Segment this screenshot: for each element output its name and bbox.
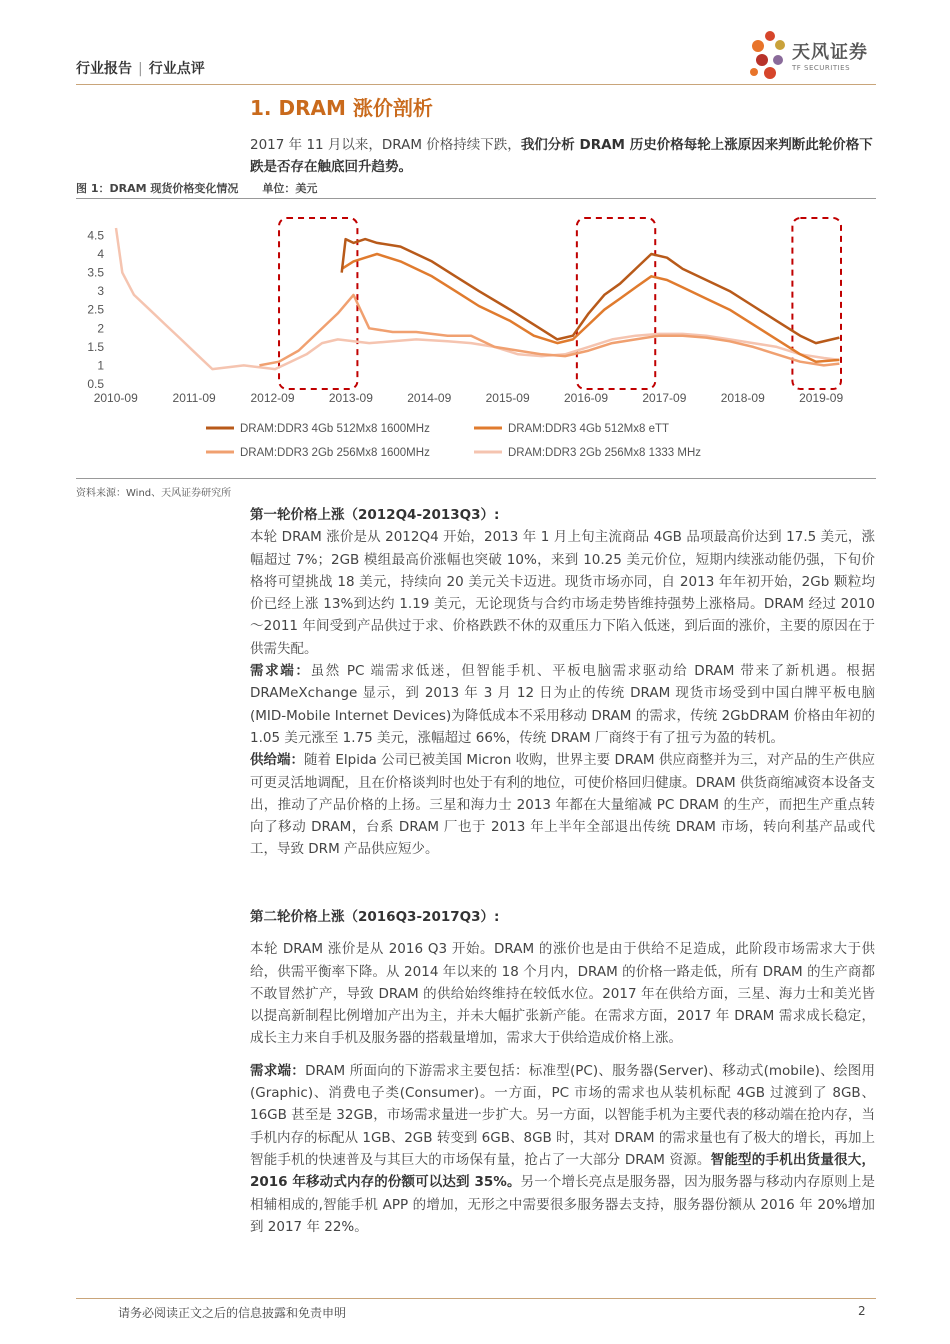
round2-paragraph: 本轮 DRAM 涨价是从 2016 Q3 开始。DRAM 的涨价也是由于供给不足造成，此阶段市场需求大于供给，供需平衡率下降。从 2014 年以来的 18 个月内，DRAM 的价格一路走低，所有 DRAM 的生产商都不敢冒然扩产，导致 DRAM 的供给始终维持在较低水位。2017 年在供给方面，三星、海力士和美光皆以提高新制程比例增加产出为主，并未大幅扩张新产能。在需求方面，2017 年 DRAM 需求成长稳定，成长主力来自手机及服务器的搭载量增加，需求大于供给造成价格上涨。	[250, 941, 875, 1047]
round1-supply-label: 供给端：	[250, 752, 305, 769]
round1-section	[250, 504, 875, 861]
dram-price-chart	[76, 200, 876, 476]
y-tick-label: 0.5	[87, 377, 104, 391]
x-tick-label: 2011-09	[172, 391, 216, 405]
y-axis-ticks	[87, 228, 104, 391]
y-tick-label: 2	[97, 321, 104, 336]
y-tick-label: 1	[97, 358, 104, 373]
legend-label: DRAM:DDR3 4Gb 512Mx8 eTT	[508, 423, 670, 435]
round2-title: 第二轮价格上涨（2016Q3-2017Q3）:	[250, 909, 500, 925]
x-tick-label: 2015-09	[485, 391, 530, 405]
page-number: 2	[858, 1304, 866, 1318]
round1-demand-label: 需求端：	[250, 663, 311, 680]
intro-paragraph	[250, 134, 875, 178]
figure-unit: 单位：美元	[262, 182, 318, 195]
logo-subtitle: TF SECURITIES	[792, 64, 851, 72]
header-separator: |	[138, 61, 143, 77]
x-tick-label: 2012-09	[250, 391, 295, 405]
y-tick-label: 2.5	[87, 302, 104, 317]
round2-demand-text: DRAM 所面向的下游需求主要包括：标准型(PC)、服务器(Server)、移动式(mobile)、绘图用(Graphic)、消费电子类(Consumer)。一方面，PC 市场的需求也从装机标配 4GB 过渡到了 8GB、16GB 甚至是 32GB，市场需求量进一步扩大。另一方面，以智能手机为主要代表的移动端在抢内存，当手机内存的标配从 1GB、2GB 转变到 6GB、8GB 时，其对 DRAM 的需求量也有了极大的增长，再加上智能手机的快速普及与其巨大的市场保有量，抢占了一大部分 DRAM 资源。	[250, 1062, 875, 1168]
round2-demand	[250, 1060, 875, 1238]
x-tick-label: 2014-09	[407, 391, 452, 405]
chart-legend	[206, 423, 701, 459]
category: 行业报告	[76, 61, 132, 77]
round2-demand-tail: 另一个增长亮点是服务器，因为服务器与移动内存原则上是相辅相成的,智能手机 APP 的增加，无形之中需要很多服务器去支持，服务器份额从 2016 年 20%增加到 2017 年 22%。	[250, 1174, 876, 1235]
round2-demand-bold: 智能型的手机出货量很大，2016 年移动式内存的份额可以达到 35%。	[250, 1151, 876, 1191]
logo-name: 天风证券	[792, 42, 868, 63]
series-lines	[116, 228, 839, 369]
intro-bold: 我们分析 DRAM 历史价格每轮上涨原因来判断此轮价格下跌是否存在触底回升趋势。	[250, 137, 873, 175]
y-tick-label: 4	[97, 247, 104, 261]
round2-section	[250, 906, 875, 1238]
y-tick-label: 3	[97, 284, 104, 299]
section-title: 1. DRAM 涨价剖析	[250, 96, 433, 120]
figure-caption	[76, 180, 317, 196]
legend-label: DRAM:DDR3 4Gb 512Mx8 1600MHz	[240, 423, 430, 435]
y-tick-label: 1.5	[87, 339, 104, 354]
round1-paragraph: 本轮 DRAM 涨价是从 2012Q4 开始，2013 年 1 月上旬主流商品 4GB 品项最高价达到 17.5 美元，涨幅超过 7%；2GB 模组最高价涨幅也突破 10%，来到 10.25 美元价位，短期内续涨动能仍强，下旬价格将可望挑战 18 美元，持续向 20 美元关卡迈进。现货市场亦同，自 2013 年年初开始，2Gb 颗粒均价已经上涨 13%到达约 1.19 美元，无论现货与合约市场走势皆维持强势上涨格局。DRAM 经过 2010～2011 年间受到产品供过于求、价格跌跌不休的双重压力下陷入低迷，到后面的涨价，主要的原因在于供需失配。	[250, 529, 875, 657]
y-tick-label: 3.5	[87, 265, 104, 280]
company-logo	[748, 28, 888, 84]
figure-bottom-rule	[76, 478, 876, 479]
legend-label: DRAM:DDR3 2Gb 256Mx8 1333 MHz	[508, 447, 702, 459]
figure-title: 图 1：DRAM 现货价格变化情况	[76, 182, 239, 195]
flower-logo-icon	[748, 28, 792, 84]
disclaimer-notice: 请务必阅读正文之后的信息披露和免责申明	[118, 1306, 347, 1320]
legend-label: DRAM:DDR3 2Gb 256Mx8 1600MHz	[240, 447, 430, 459]
x-tick-label: 2010-09	[93, 391, 138, 405]
report-category	[76, 58, 205, 78]
round2-demand-label: 需求端：	[250, 1062, 306, 1079]
intro-plain: 2017 年 11 月以来，DRAM 价格持续下跌，	[250, 137, 521, 153]
y-tick-label: 4.5	[87, 228, 104, 243]
footer-divider	[76, 1298, 876, 1299]
round1-title: 第一轮价格上涨（2012Q4-2013Q3）:	[250, 507, 500, 523]
highlight-boxes	[279, 218, 841, 389]
header-divider	[76, 84, 876, 85]
figure-source: 资料来源：Wind、天风证券研究所	[76, 488, 232, 499]
subcategory: 行业点评	[148, 61, 205, 77]
round1-supply	[250, 749, 875, 860]
highlight-box-2	[577, 218, 655, 389]
x-axis-ticks	[94, 391, 844, 405]
x-tick-label: 2013-09	[328, 391, 373, 405]
figure-top-rule	[76, 198, 876, 199]
round1-demand-text: 虽然 PC 端需求低迷，但智能手机、平板电脑需求驱动给 DRAM 带来了新机遇。根据 DRAMeXchange 显示，到 2013 年 3 月 12 日为止的传统 DRAM 现货市场受到中国白牌平板电脑(MID-Mobile Internet Devices)为降低成本不采用移动 DRAM 的需求，传统 2GbDRAM 价格由年初的 1.05 美元涨至 1.75 美元，涨幅超过 66%，传统 DRAM 厂商终于有了扭亏为盈的转机。	[250, 663, 876, 746]
x-tick-label: 2017-09	[642, 391, 687, 405]
round1-demand	[250, 660, 875, 749]
round1-supply-text: 随着 Elpida 公司已被美国 Micron 收购，世界主要 DRAM 供应商整并为三，对产品的生产供应可更灵活地调配，且在价格谈判时也处于有利的地位，可使价格回归健康。DRAM 供货商缩减资本设备支出，推动了产品价格的上扬。三星和海力士 2013 年都在大量缩减 PC DRAM 的生产，而把生产重点转向了移动 DRAM，台系 DRAM 厂也于 2013 年上半年全部退出传统 DRAM 市场，转向利基产品或代工，导致 DRM 产品供应短少。	[250, 752, 875, 858]
x-tick-label: 2016-09	[563, 391, 609, 405]
x-tick-label: 2018-09	[720, 391, 765, 405]
series-line	[116, 228, 839, 369]
x-tick-label: 2019-09	[799, 391, 844, 405]
series-line	[342, 239, 840, 343]
